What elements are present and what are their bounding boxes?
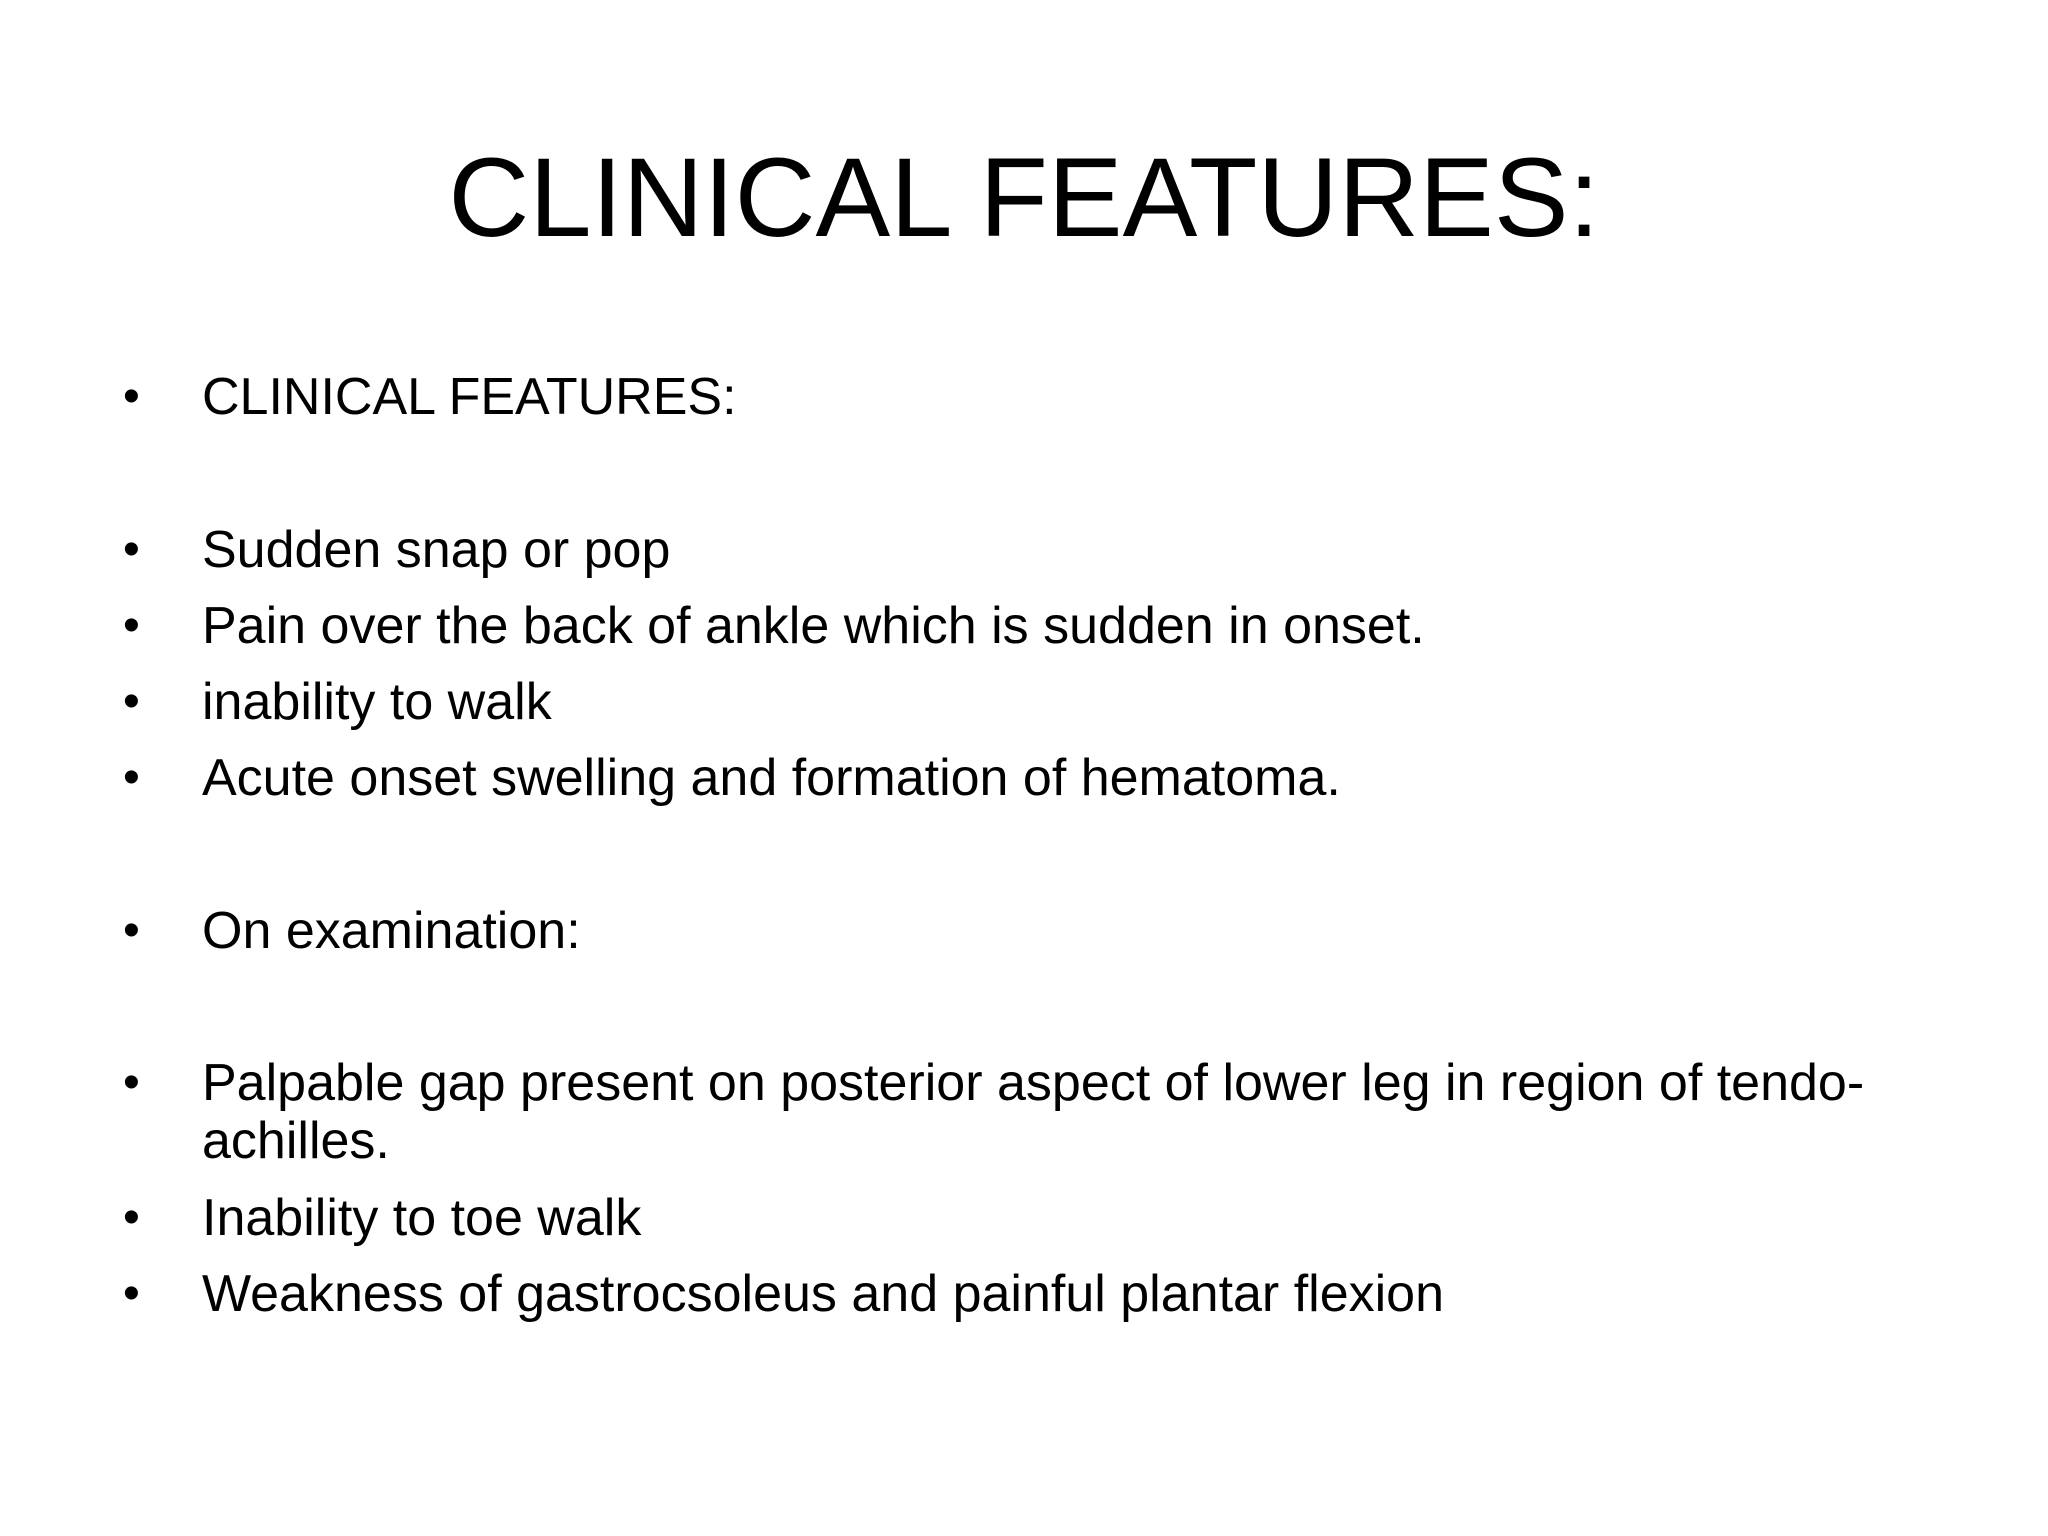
bullet-text: Palpable gap present on posterior aspect of lower leg in region of tendo-achilles. — [202, 1054, 1865, 1170]
bullet-text: Sudden snap or pop — [202, 521, 671, 579]
bullet-marker: • — [123, 1056, 140, 1109]
bullet-marker: • — [123, 370, 140, 423]
bullet-marker: • — [123, 675, 140, 728]
bullet-marker: • — [123, 1191, 140, 1244]
bullet-text: On examination: — [202, 902, 581, 960]
bullet-text: Weakness of gastrocsoleus and painful plantar flexion — [202, 1265, 1445, 1323]
bullet-text: Acute onset swelling and formation of hematoma. — [202, 749, 1341, 807]
bullet-marker: • — [123, 523, 140, 576]
bullet-marker: • — [123, 599, 140, 652]
bullet-text: Pain over the back of ankle which is sudden in onset. — [202, 597, 1425, 655]
bullet-text: CLINICAL FEATURES: — [202, 368, 737, 426]
bullet-text: Inability to toe walk — [202, 1189, 642, 1247]
bullet-marker: • — [123, 904, 140, 957]
slide-title: CLINICAL FEATURES: — [448, 135, 1600, 260]
bullet-marker: • — [123, 751, 140, 804]
bullet-marker: • — [123, 1267, 140, 1320]
bullet-text: inability to walk — [202, 673, 552, 731]
